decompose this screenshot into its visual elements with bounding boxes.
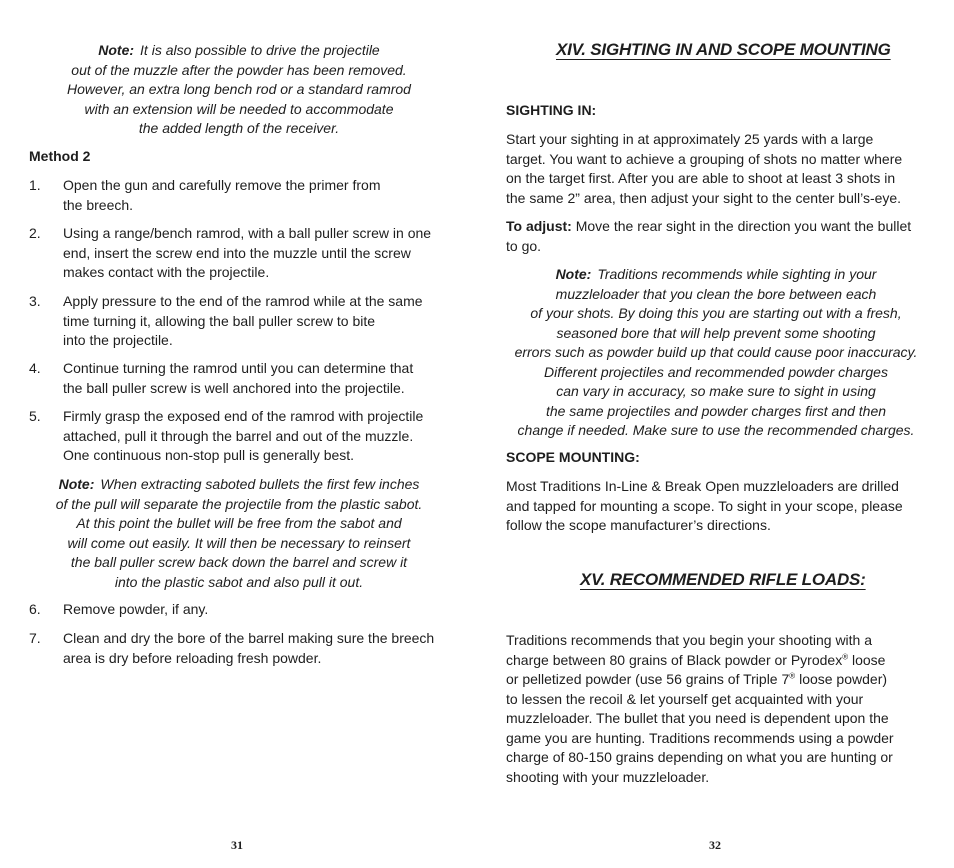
step-3: 3. Apply pressure to the end of the ramrod while at the same time turning it, allowing the ball puller screw to bite into the projectile. bbox=[29, 293, 423, 348]
note-projectile-removal: Note: It is also possible to drive the projectile out of the muzzle after the powder has been removed. However, an extra long bench rod or a standard ramrod with an extension will be needed to accommodate the added length of the receiver. bbox=[67, 42, 411, 136]
scope-mounting-heading: SCOPE MOUNTING: bbox=[506, 449, 640, 465]
scope-mounting-paragraph: Most Traditions In-Line & Break Open muzzleloaders are drilled and tapped for mounting a scope. To sight in your scope, please follow the scope manufacturer’s directions. bbox=[506, 478, 903, 533]
registered-mark: ® bbox=[789, 671, 796, 681]
registered-mark: ® bbox=[842, 651, 849, 661]
method-2-heading: Method 2 bbox=[29, 148, 91, 164]
note-label: Note: bbox=[98, 42, 135, 58]
section-14-title: XIV. SIGHTING IN AND SCOPE MOUNTING bbox=[556, 40, 891, 59]
step-1: 1. Open the gun and carefully remove the primer from the breech. bbox=[29, 177, 381, 213]
page-number-left: 31 bbox=[231, 838, 243, 852]
right-page bbox=[506, 0, 931, 868]
step-7: 7. Clean and dry the bore of the barrel making sure the breech area is dry before reloading fresh powder. bbox=[29, 630, 435, 666]
sighting-in-paragraph: Start your sighting in at approximately 25 yards with a large target. You want to achieve a grouping of shots no matter where on the target first. After you are able to shoot at least 3 shots in the same 2” area, then adjust your sight to the center bull’s-eye. bbox=[506, 131, 903, 206]
step-6: 6. Remove powder, if any. bbox=[29, 601, 209, 617]
step-4: 4. Continue turning the ramrod until you can determine that the ball puller screw is well anchored into the projectile. bbox=[29, 360, 414, 396]
note-label: Note: bbox=[555, 266, 592, 282]
left-page bbox=[29, 0, 449, 868]
note-label: Note: bbox=[58, 476, 95, 492]
note-saboted-bullets: Note: When extracting saboted bullets the first few inches of the pull will separate the projectile from the plastic sabot. At this point the bullet will be free from the sabot and will come out easily. It will then be necessary to reinsert the ball puller screw back down the barrel and screw it into the plastic sabot and also pull it out. bbox=[55, 476, 423, 590]
note-sighting-bore: Note: Traditions recommends while sighting in your muzzleloader that you clean the bore between each of your shots. By doing this you are starting out with a fresh, seasoned bore that will help prevent some shooting errors such as powder build up that could cause poor inaccuracy. Different projectiles and recommended powder charges can vary in accuracy, so make sure to sight in using the same projectiles and powder charges first and then change if needed. Make sure to use the recommended charges. bbox=[514, 266, 918, 438]
step-5: 5. Firmly grasp the exposed end of the ramrod with projectile attached, pull it through the barrel and out of the muzzle. One continuous non-stop pull is generally best. bbox=[29, 408, 424, 463]
rifle-loads-paragraph: Traditions recommends that you begin your shooting with a charge between 80 grains of Black powder or Pyrodex® loose or pelletized powder (use 56 grains of Triple 7® loose powder) to lessen the recoil & let yourself get acquainted with your muzzleloader. The bullet that you need is dependent upon the game you are hunting. Traditions recommends using a powder charge of 80-150 grains depending on what you are hunting or shooting with your muzzleloader. bbox=[506, 632, 894, 785]
sighting-in-heading: SIGHTING IN: bbox=[506, 102, 597, 118]
section-15-title: XV. RECOMMENDED RIFLE LOADS: bbox=[580, 570, 866, 589]
page-number-right: 32 bbox=[709, 838, 721, 852]
step-2: 2. Using a range/bench ramrod, with a ball puller screw in one end, insert the screw end into the muzzle until the screw makes contact with the projectile. bbox=[29, 225, 432, 280]
to-adjust-paragraph: To adjust: Move the rear sight in the direction you want the bullet to go. bbox=[506, 218, 912, 254]
to-adjust-label: To adjust: bbox=[506, 218, 572, 234]
